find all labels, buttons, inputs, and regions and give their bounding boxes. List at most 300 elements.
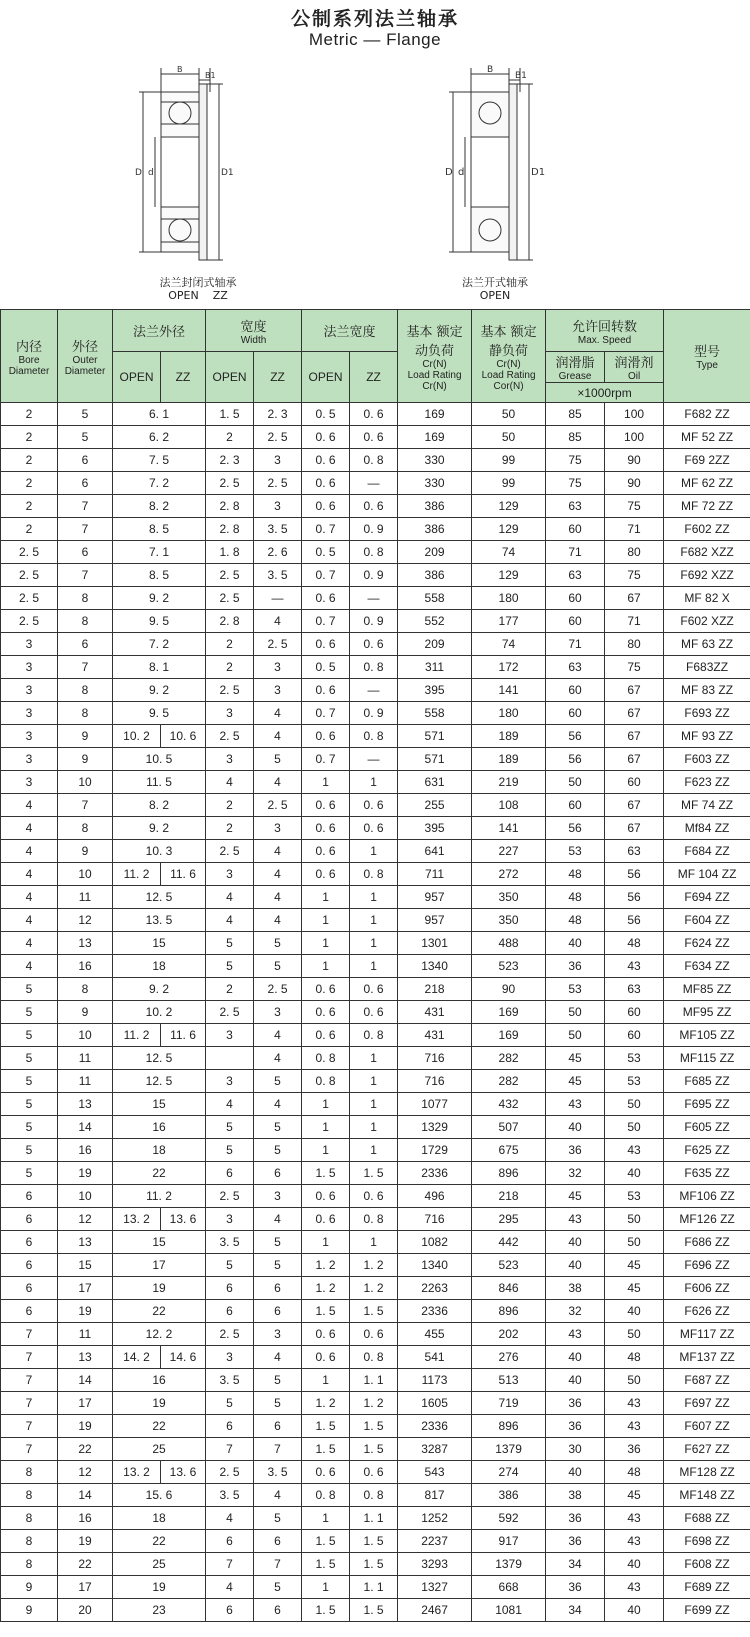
cell-D: 22 bbox=[58, 1438, 113, 1461]
cell-g: 36 bbox=[546, 1139, 605, 1162]
cell-bz: 1. 5 bbox=[350, 1553, 398, 1576]
table-row bbox=[1, 1392, 750, 1415]
cell-wo: 3 bbox=[206, 863, 254, 886]
cell-g: 40 bbox=[546, 1116, 605, 1139]
cell-bz: 0. 9 bbox=[350, 610, 398, 633]
cell-bo: 0. 6 bbox=[302, 725, 350, 748]
cell-bz: 0. 9 bbox=[350, 564, 398, 587]
left-diagram-caption bbox=[138, 276, 258, 302]
cell-g: 85 bbox=[546, 403, 605, 426]
cell-cor: 896 bbox=[472, 1300, 546, 1323]
cell-o: 67 bbox=[605, 702, 664, 725]
cell-bz: 1 bbox=[350, 1070, 398, 1093]
cell-g: 60 bbox=[546, 702, 605, 725]
cell-D: 9 bbox=[58, 840, 113, 863]
cell-t: F602 XZZ bbox=[664, 610, 750, 633]
cell-fo: 15. 6 bbox=[113, 1484, 206, 1507]
cell-bz: 0. 6 bbox=[350, 978, 398, 1001]
cell-wz: 4 bbox=[254, 886, 302, 909]
cell-t: Mf84 ZZ bbox=[664, 817, 750, 840]
cell-o: 43 bbox=[605, 1576, 664, 1599]
cell-bz: 1. 2 bbox=[350, 1254, 398, 1277]
cell-wz: 4 bbox=[254, 909, 302, 932]
table-row bbox=[1, 610, 750, 633]
cell-fo: 19 bbox=[113, 1576, 206, 1599]
cell-o: 40 bbox=[605, 1553, 664, 1576]
cell-D: 16 bbox=[58, 1139, 113, 1162]
cell-D: 20 bbox=[58, 1599, 113, 1622]
cell-cor: 513 bbox=[472, 1369, 546, 1392]
cell-cor: 180 bbox=[472, 587, 546, 610]
cell-d: 2. 5 bbox=[1, 610, 58, 633]
cell-t: F605 ZZ bbox=[664, 1116, 750, 1139]
cell-cor: 129 bbox=[472, 564, 546, 587]
cell-t: MF 62 ZZ bbox=[664, 472, 750, 495]
table-row bbox=[1, 1530, 750, 1553]
cell-g: 50 bbox=[546, 771, 605, 794]
cell-t: F685 ZZ bbox=[664, 1070, 750, 1093]
cell-t: MF128 ZZ bbox=[664, 1461, 750, 1484]
cell-cr: 2467 bbox=[398, 1599, 472, 1622]
table-body bbox=[1, 403, 750, 1622]
cell-wz: 3 bbox=[254, 1001, 302, 1024]
cell-D: 6 bbox=[58, 541, 113, 564]
cell-t: MF106 ZZ bbox=[664, 1185, 750, 1208]
cell-g: 53 bbox=[546, 978, 605, 1001]
cell-d: 4 bbox=[1, 863, 58, 886]
cell-cor: 523 bbox=[472, 1254, 546, 1277]
cell-wz: 3 bbox=[254, 495, 302, 518]
cell-t: F625 ZZ bbox=[664, 1139, 750, 1162]
cell-bo: 0. 6 bbox=[302, 679, 350, 702]
cell-fo: 25 bbox=[113, 1553, 206, 1576]
cell-wz: 3 bbox=[254, 449, 302, 472]
cell-d: 4 bbox=[1, 840, 58, 863]
cell-bo: 1. 5 bbox=[302, 1599, 350, 1622]
cell-wz: 5 bbox=[254, 1369, 302, 1392]
cell-t: MF137 ZZ bbox=[664, 1346, 750, 1369]
table-row bbox=[1, 817, 750, 840]
table-row bbox=[1, 1024, 750, 1047]
table-row bbox=[1, 426, 750, 449]
cell-fo: 7. 5 bbox=[113, 449, 206, 472]
cell-cr: 1729 bbox=[398, 1139, 472, 1162]
cell-d: 3 bbox=[1, 702, 58, 725]
cell-bz: 1 bbox=[350, 1139, 398, 1162]
cell-bo: 0. 7 bbox=[302, 702, 350, 725]
cell-g: 75 bbox=[546, 449, 605, 472]
cell-o: 50 bbox=[605, 1208, 664, 1231]
cell-d: 8 bbox=[1, 1484, 58, 1507]
cell-fo: 8. 2 bbox=[113, 794, 206, 817]
cell-wo: 6 bbox=[206, 1277, 254, 1300]
cell-bo: 1. 5 bbox=[302, 1553, 350, 1576]
cell-bo: 1. 2 bbox=[302, 1254, 350, 1277]
cell-wo: 2. 5 bbox=[206, 1461, 254, 1484]
cell-g: 32 bbox=[546, 1162, 605, 1185]
cell-t: F634 ZZ bbox=[664, 955, 750, 978]
left-caption-cn: 法兰封闭式轴承 bbox=[159, 276, 237, 289]
cell-bo: 0. 6 bbox=[302, 817, 350, 840]
cell-t: F692 XZZ bbox=[664, 564, 750, 587]
cell-d: 7 bbox=[1, 1392, 58, 1415]
cell-D: 6 bbox=[58, 449, 113, 472]
cell-d: 5 bbox=[1, 1162, 58, 1185]
sub-width-zz: ZZ bbox=[254, 352, 302, 403]
cell-D: 13 bbox=[58, 932, 113, 955]
cell-bo: 0. 7 bbox=[302, 748, 350, 771]
cell-o: 50 bbox=[605, 1116, 664, 1139]
cell-cor: 350 bbox=[472, 909, 546, 932]
cell-t: F695 ZZ bbox=[664, 1093, 750, 1116]
table-row bbox=[1, 725, 750, 748]
cell-t: MF95 ZZ bbox=[664, 1001, 750, 1024]
table-row bbox=[1, 656, 750, 679]
cell-t: F694 ZZ bbox=[664, 886, 750, 909]
cell-bz: 1. 2 bbox=[350, 1277, 398, 1300]
cell-wz: 5 bbox=[254, 1070, 302, 1093]
cell-cor: 592 bbox=[472, 1507, 546, 1530]
cell-D: 9 bbox=[58, 1001, 113, 1024]
col-dynamic-load: 基本 额定 动负荷 Cr(N) Load Rating Cr(N) bbox=[398, 310, 472, 403]
cell-cor: 50 bbox=[472, 403, 546, 426]
cell-wo: 5 bbox=[206, 1139, 254, 1162]
cell-bo: 1 bbox=[302, 1093, 350, 1116]
cell-fo: 11. 5 bbox=[113, 771, 206, 794]
cell-g: 50 bbox=[546, 1024, 605, 1047]
cell-fo: 15 bbox=[113, 1231, 206, 1254]
cell-d: 4 bbox=[1, 886, 58, 909]
cell-fo: 10. 2 bbox=[113, 1001, 206, 1024]
cell-o: 40 bbox=[605, 1300, 664, 1323]
cell-cor: 276 bbox=[472, 1346, 546, 1369]
cell-t: F69 2ZZ bbox=[664, 449, 750, 472]
cell-fo: 9. 5 bbox=[113, 702, 206, 725]
dim-B1-label: B1 bbox=[205, 71, 216, 80]
cell-wz: 3 bbox=[254, 679, 302, 702]
cell-bo: 0. 8 bbox=[302, 1484, 350, 1507]
cell-cor: 189 bbox=[472, 725, 546, 748]
cell-d: 6 bbox=[1, 1254, 58, 1277]
cell-cr: 716 bbox=[398, 1047, 472, 1070]
dim-D-label: D bbox=[445, 167, 453, 178]
cell-g: 85 bbox=[546, 426, 605, 449]
cell-D: 7 bbox=[58, 495, 113, 518]
cell-fo: 7. 2 bbox=[113, 633, 206, 656]
table-row bbox=[1, 1300, 750, 1323]
cell-cr: 817 bbox=[398, 1484, 472, 1507]
cell-wz: 5 bbox=[254, 748, 302, 771]
cell-cr: 631 bbox=[398, 771, 472, 794]
cell-cor: 719 bbox=[472, 1392, 546, 1415]
cell-bz: 1 bbox=[350, 1093, 398, 1116]
table-row bbox=[1, 909, 750, 932]
cell-t: MF 104 ZZ bbox=[664, 863, 750, 886]
cell-o: 50 bbox=[605, 1231, 664, 1254]
cell-bo: 0. 5 bbox=[302, 541, 350, 564]
cell-bz: 0. 6 bbox=[350, 495, 398, 518]
cell-d: 2 bbox=[1, 495, 58, 518]
cell-D: 7 bbox=[58, 518, 113, 541]
cell-wz: 4 bbox=[254, 840, 302, 863]
cell-g: 36 bbox=[546, 1576, 605, 1599]
cell-cor: 74 bbox=[472, 633, 546, 656]
cell-o: 63 bbox=[605, 978, 664, 1001]
cell-t: F626 ZZ bbox=[664, 1300, 750, 1323]
cell-g: 56 bbox=[546, 748, 605, 771]
cell-bo: 0. 6 bbox=[302, 426, 350, 449]
cell-fo: 6. 2 bbox=[113, 426, 206, 449]
cell-bo: 1 bbox=[302, 1507, 350, 1530]
cell-wo: 3. 5 bbox=[206, 1231, 254, 1254]
col-type: 型号 Type bbox=[664, 310, 750, 403]
cell-cr: 2336 bbox=[398, 1162, 472, 1185]
dim-d-label: d bbox=[458, 167, 465, 178]
cell-D: 22 bbox=[58, 1553, 113, 1576]
cell-cor: 917 bbox=[472, 1530, 546, 1553]
cell-cor: 675 bbox=[472, 1139, 546, 1162]
cell-o: 48 bbox=[605, 932, 664, 955]
cell-wo: 6 bbox=[206, 1599, 254, 1622]
cell-bo: 0. 7 bbox=[302, 564, 350, 587]
cell-d: 4 bbox=[1, 794, 58, 817]
cell-bo: 0. 6 bbox=[302, 1461, 350, 1484]
cell-bz: 0. 8 bbox=[350, 1024, 398, 1047]
cell-wz: 2. 5 bbox=[254, 978, 302, 1001]
cell-fo: 9. 2 bbox=[113, 978, 206, 1001]
cell-bo: 0. 6 bbox=[302, 1001, 350, 1024]
cell-bo: 1. 2 bbox=[302, 1392, 350, 1415]
table-row bbox=[1, 1415, 750, 1438]
cell-D: 5 bbox=[58, 426, 113, 449]
cell-bz: 0. 9 bbox=[350, 518, 398, 541]
cell-fo: 11. 2 bbox=[113, 863, 161, 886]
cell-bz: 1. 5 bbox=[350, 1415, 398, 1438]
cell-g: 36 bbox=[546, 1507, 605, 1530]
cell-wo: 3. 5 bbox=[206, 1484, 254, 1507]
cell-cr: 3293 bbox=[398, 1553, 472, 1576]
cell-wz: 5 bbox=[254, 1507, 302, 1530]
cell-D: 8 bbox=[58, 587, 113, 610]
cell-fo: 25 bbox=[113, 1438, 206, 1461]
cell-d: 2 bbox=[1, 518, 58, 541]
cell-g: 43 bbox=[546, 1093, 605, 1116]
cell-wz: 5 bbox=[254, 932, 302, 955]
cell-fo: 6. 1 bbox=[113, 403, 206, 426]
cell-fo: 22 bbox=[113, 1530, 206, 1553]
cell-D: 11 bbox=[58, 1323, 113, 1346]
cell-D: 6 bbox=[58, 633, 113, 656]
cell-wo: 2 bbox=[206, 656, 254, 679]
cell-D: 14 bbox=[58, 1369, 113, 1392]
cell-fo: 10. 3 bbox=[113, 840, 206, 863]
table-row bbox=[1, 1484, 750, 1507]
cell-wo: 2. 8 bbox=[206, 518, 254, 541]
cell-o: 75 bbox=[605, 564, 664, 587]
cell-wo: 4 bbox=[206, 1576, 254, 1599]
cell-wz: 6 bbox=[254, 1599, 302, 1622]
cell-bo: 1 bbox=[302, 955, 350, 978]
table-row bbox=[1, 1185, 750, 1208]
cell-fo: 7. 1 bbox=[113, 541, 206, 564]
cell-cr: 386 bbox=[398, 518, 472, 541]
cell-d: 5 bbox=[1, 1093, 58, 1116]
cell-cor: 169 bbox=[472, 1024, 546, 1047]
cell-bz: 1. 5 bbox=[350, 1300, 398, 1323]
cell-d: 2. 5 bbox=[1, 541, 58, 564]
cell-bz: 1. 5 bbox=[350, 1438, 398, 1461]
cell-cor: 74 bbox=[472, 541, 546, 564]
cell-d: 7 bbox=[1, 1323, 58, 1346]
cell-cr: 218 bbox=[398, 978, 472, 1001]
cell-wo: 6 bbox=[206, 1162, 254, 1185]
cell-t: MF 72 ZZ bbox=[664, 495, 750, 518]
cell-bo: 0. 6 bbox=[302, 794, 350, 817]
table-row bbox=[1, 1116, 750, 1139]
cell-t: MF 82 X bbox=[664, 587, 750, 610]
cell-wo: 3 bbox=[206, 1208, 254, 1231]
flange-bearing-sealed-diagram bbox=[135, 62, 255, 262]
cell-cor: 846 bbox=[472, 1277, 546, 1300]
cell-D: 19 bbox=[58, 1530, 113, 1553]
cell-cr: 711 bbox=[398, 863, 472, 886]
cell-t: F693 ZZ bbox=[664, 702, 750, 725]
cell-bo: 1 bbox=[302, 932, 350, 955]
cell-t: F683ZZ bbox=[664, 656, 750, 679]
table-row bbox=[1, 771, 750, 794]
cell-D: 8 bbox=[58, 978, 113, 1001]
cell-o: 71 bbox=[605, 610, 664, 633]
cell-cr: 716 bbox=[398, 1070, 472, 1093]
cell-o: 43 bbox=[605, 1139, 664, 1162]
cell-g: 63 bbox=[546, 495, 605, 518]
cell-o: 48 bbox=[605, 1461, 664, 1484]
cell-wz: 3. 5 bbox=[254, 518, 302, 541]
table-row bbox=[1, 1461, 750, 1484]
cell-fo: 12. 2 bbox=[113, 1323, 206, 1346]
cell-t: F697 ZZ bbox=[664, 1392, 750, 1415]
cell-D: 13 bbox=[58, 1093, 113, 1116]
cell-wz: 2. 5 bbox=[254, 472, 302, 495]
cell-cor: 99 bbox=[472, 472, 546, 495]
cell-t: MF126 ZZ bbox=[664, 1208, 750, 1231]
cell-d: 7 bbox=[1, 1415, 58, 1438]
cell-D: 14 bbox=[58, 1116, 113, 1139]
cell-bz: — bbox=[350, 587, 398, 610]
cell-t: MF105 ZZ bbox=[664, 1024, 750, 1047]
cell-wz: 4 bbox=[254, 610, 302, 633]
cell-bo: 0. 6 bbox=[302, 633, 350, 656]
cell-cor: 282 bbox=[472, 1047, 546, 1070]
cell-bz: — bbox=[350, 679, 398, 702]
cell-o: 75 bbox=[605, 495, 664, 518]
table-row bbox=[1, 472, 750, 495]
cell-fo: 19 bbox=[113, 1277, 206, 1300]
cell-fo: 8. 1 bbox=[113, 656, 206, 679]
cell-bo: 1 bbox=[302, 1576, 350, 1599]
cell-g: 36 bbox=[546, 1530, 605, 1553]
cell-wo: 2. 3 bbox=[206, 449, 254, 472]
cell-cor: 129 bbox=[472, 518, 546, 541]
cell-bo: 0. 6 bbox=[302, 1024, 350, 1047]
cell-fo: 18 bbox=[113, 1507, 206, 1530]
cell-bo: 1 bbox=[302, 909, 350, 932]
cell-d: 2 bbox=[1, 403, 58, 426]
cell-cor: 180 bbox=[472, 702, 546, 725]
cell-o: 40 bbox=[605, 1599, 664, 1622]
cell-d: 4 bbox=[1, 955, 58, 978]
cell-cr: 571 bbox=[398, 725, 472, 748]
cell-d: 6 bbox=[1, 1300, 58, 1323]
dim-B1-label: B1 bbox=[515, 71, 527, 81]
cell-cr: 1329 bbox=[398, 1116, 472, 1139]
cell-wz: 6 bbox=[254, 1277, 302, 1300]
cell-d: 7 bbox=[1, 1346, 58, 1369]
cell-D: 10 bbox=[58, 1024, 113, 1047]
cell-wo: 3. 5 bbox=[206, 1369, 254, 1392]
cell-t: F689 ZZ bbox=[664, 1576, 750, 1599]
cell-g: 32 bbox=[546, 1300, 605, 1323]
cell-cor: 488 bbox=[472, 932, 546, 955]
cell-wz: 4 bbox=[254, 1484, 302, 1507]
cell-g: 60 bbox=[546, 679, 605, 702]
cell-d: 9 bbox=[1, 1599, 58, 1622]
sub-flange-od-zz: ZZ bbox=[161, 352, 206, 403]
cell-D: 8 bbox=[58, 610, 113, 633]
cell-D: 8 bbox=[58, 702, 113, 725]
table-row bbox=[1, 1369, 750, 1392]
cell-cr: 558 bbox=[398, 702, 472, 725]
cell-cor: 141 bbox=[472, 817, 546, 840]
table-row bbox=[1, 403, 750, 426]
cell-o: 80 bbox=[605, 633, 664, 656]
cell-wz: — bbox=[254, 587, 302, 610]
page-subtitle: Metric — Flange bbox=[308, 30, 442, 49]
cell-bz: 0. 6 bbox=[350, 817, 398, 840]
cell-wo: 2. 8 bbox=[206, 495, 254, 518]
cell-cor: 432 bbox=[472, 1093, 546, 1116]
cell-g: 60 bbox=[546, 587, 605, 610]
cell-wo: 5 bbox=[206, 1116, 254, 1139]
cell-D: 9 bbox=[58, 725, 113, 748]
cell-cr: 1077 bbox=[398, 1093, 472, 1116]
cell-t: F699 ZZ bbox=[664, 1599, 750, 1622]
cell-cor: 189 bbox=[472, 748, 546, 771]
table-row bbox=[1, 679, 750, 702]
cell-o: 53 bbox=[605, 1070, 664, 1093]
cell-bz: 0. 8 bbox=[350, 541, 398, 564]
cell-o: 36 bbox=[605, 1438, 664, 1461]
cell-cr: 1340 bbox=[398, 1254, 472, 1277]
cell-t: F607 ZZ bbox=[664, 1415, 750, 1438]
cell-o: 90 bbox=[605, 472, 664, 495]
cell-d: 3 bbox=[1, 748, 58, 771]
cell-g: 75 bbox=[546, 472, 605, 495]
cell-o: 100 bbox=[605, 403, 664, 426]
cell-wo: 5 bbox=[206, 1392, 254, 1415]
cell-bo: 0. 6 bbox=[302, 449, 350, 472]
cell-d: 2. 5 bbox=[1, 564, 58, 587]
cell-o: 43 bbox=[605, 1530, 664, 1553]
cell-o: 50 bbox=[605, 1093, 664, 1116]
cell-wo: 6 bbox=[206, 1530, 254, 1553]
cell-o: 67 bbox=[605, 587, 664, 610]
table-row bbox=[1, 1323, 750, 1346]
cell-cor: 896 bbox=[472, 1162, 546, 1185]
cell-o: 56 bbox=[605, 863, 664, 886]
cell-o: 50 bbox=[605, 1369, 664, 1392]
cell-g: 60 bbox=[546, 610, 605, 633]
